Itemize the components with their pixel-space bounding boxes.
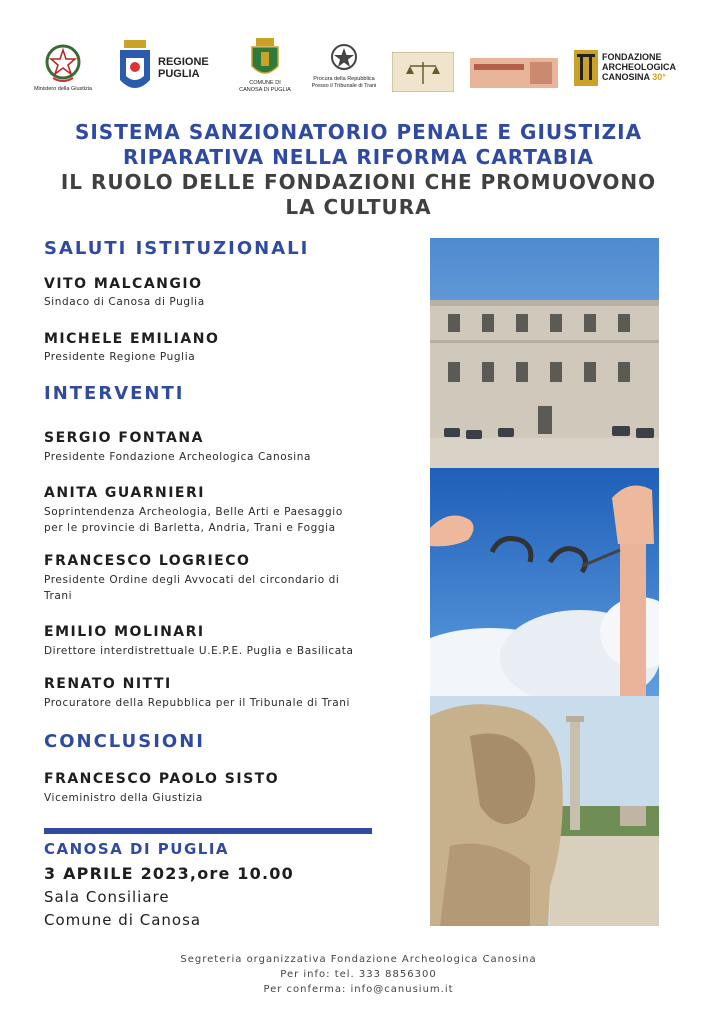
ordine-badge-icon xyxy=(470,58,558,88)
footer-info: Per info: tel. 333 8856300 xyxy=(280,969,437,980)
event-venue-2: Comune di Canosa xyxy=(44,911,202,929)
speaker-role: per le provincie di Barletta, Andria, Trani e Foggia xyxy=(44,522,336,534)
fondazione-text-3: CANOSINA xyxy=(602,71,650,82)
speaker-role: Presidente Ordine degli Avvocati del circondario di xyxy=(44,574,340,586)
regione-text-2: PUGLIA xyxy=(158,68,200,80)
title-line-3: IL RUOLO DELLE FONDAZIONI CHE PROMUOVONO xyxy=(60,170,657,194)
title-line-4: LA CULTURA xyxy=(285,195,432,219)
ordine-avvocati-logo xyxy=(470,58,558,88)
comune-caption-2: CANOSA DI PUGLIA xyxy=(239,86,291,93)
title-line-1: SISTEMA SANZIONATORIO PENALE E GIUSTIZIA xyxy=(74,120,643,144)
handcuffs-photo xyxy=(430,468,659,696)
interventi-heading: INTERVENTI xyxy=(44,383,185,404)
comune-logo xyxy=(230,38,300,93)
procura-caption-1: Procura della Repubblica xyxy=(313,76,375,82)
title-line-2: RIPARATIVA NELLA RIFORMA CARTABIA xyxy=(122,145,595,169)
fondazione-column-icon xyxy=(574,50,598,86)
photo-column xyxy=(430,238,659,926)
speaker-name: FRANCESCO LOGRIECO xyxy=(44,553,251,569)
fondazione-text-2: ARCHEOLOGICA xyxy=(602,62,676,73)
conclusioni-heading: CONCLUSIONI xyxy=(44,731,205,752)
speaker-role: Soprintendenza Archeologia, Belle Arti e Paesaggio xyxy=(44,506,343,518)
procura-caption-2: Presso il Tribunale di Trani xyxy=(311,82,377,89)
comune-caption-1: COMUNE DI xyxy=(249,80,281,86)
regione-text-1: REGIONE xyxy=(158,55,209,68)
divider xyxy=(44,828,372,834)
footer-organizer: Segreteria organizzativa Fondazione Archeologica Canosina xyxy=(180,954,537,965)
speaker-name: FRANCESCO PAOLO SISTO xyxy=(44,771,280,787)
regione-shield-icon xyxy=(118,40,152,96)
event-place: CANOSA DI PUGLIA xyxy=(44,840,230,858)
procura-logo xyxy=(306,42,382,89)
procura-emblem-icon xyxy=(329,42,359,76)
speaker-name: VITO MALCANGIO xyxy=(44,276,203,292)
speaker-role: Presidente Regione Puglia xyxy=(44,351,196,363)
fondazione-badge: 30° xyxy=(652,71,666,82)
emblem-icon xyxy=(43,42,83,86)
footer-confirm: Per conferma: info@canusium.it xyxy=(263,984,454,995)
ruins-photo xyxy=(430,696,659,926)
speaker-name: ANITA GUARNIERI xyxy=(44,485,205,501)
speaker-name: MICHELE EMILIANO xyxy=(44,331,220,347)
speaker-role: Procuratore della Repubblica per il Tribunale di Trani xyxy=(44,697,350,709)
fondazione-logo xyxy=(574,50,676,86)
speaker-name: EMILIO MOLINARI xyxy=(44,624,205,640)
ministero-caption: Ministero della Giustizia xyxy=(33,86,93,92)
speaker-name: SERGIO FONTANA xyxy=(44,430,204,446)
speaker-role: Sindaco di Canosa di Puglia xyxy=(44,296,205,308)
event-venue-1: Sala Consiliare xyxy=(44,888,170,906)
speaker-role: Trani xyxy=(44,590,73,602)
comune-crest-icon xyxy=(248,38,282,80)
speaker-role: Presidente Fondazione Archeologica Canosina xyxy=(44,451,312,463)
speaker-name: RENATO NITTI xyxy=(44,676,172,692)
associazione-badge-icon xyxy=(392,52,454,92)
logo-strip xyxy=(0,36,717,102)
ministero-logo xyxy=(28,42,98,93)
fondazione-text-1: FONDAZIONE xyxy=(602,52,662,63)
saluti-heading: SALUTI ISTITUZIONALI xyxy=(44,238,310,259)
event-date: 3 APRILE 2023,ore 10.00 xyxy=(44,864,294,883)
regione-logo xyxy=(118,40,209,96)
associazione-avvocati-logo xyxy=(392,52,454,92)
speaker-role: Direttore interdistrettuale U.E.P.E. Puglia e Basilicata xyxy=(44,645,354,657)
palace-photo xyxy=(430,238,659,468)
speaker-role: Viceministro della Giustizia xyxy=(44,792,203,804)
